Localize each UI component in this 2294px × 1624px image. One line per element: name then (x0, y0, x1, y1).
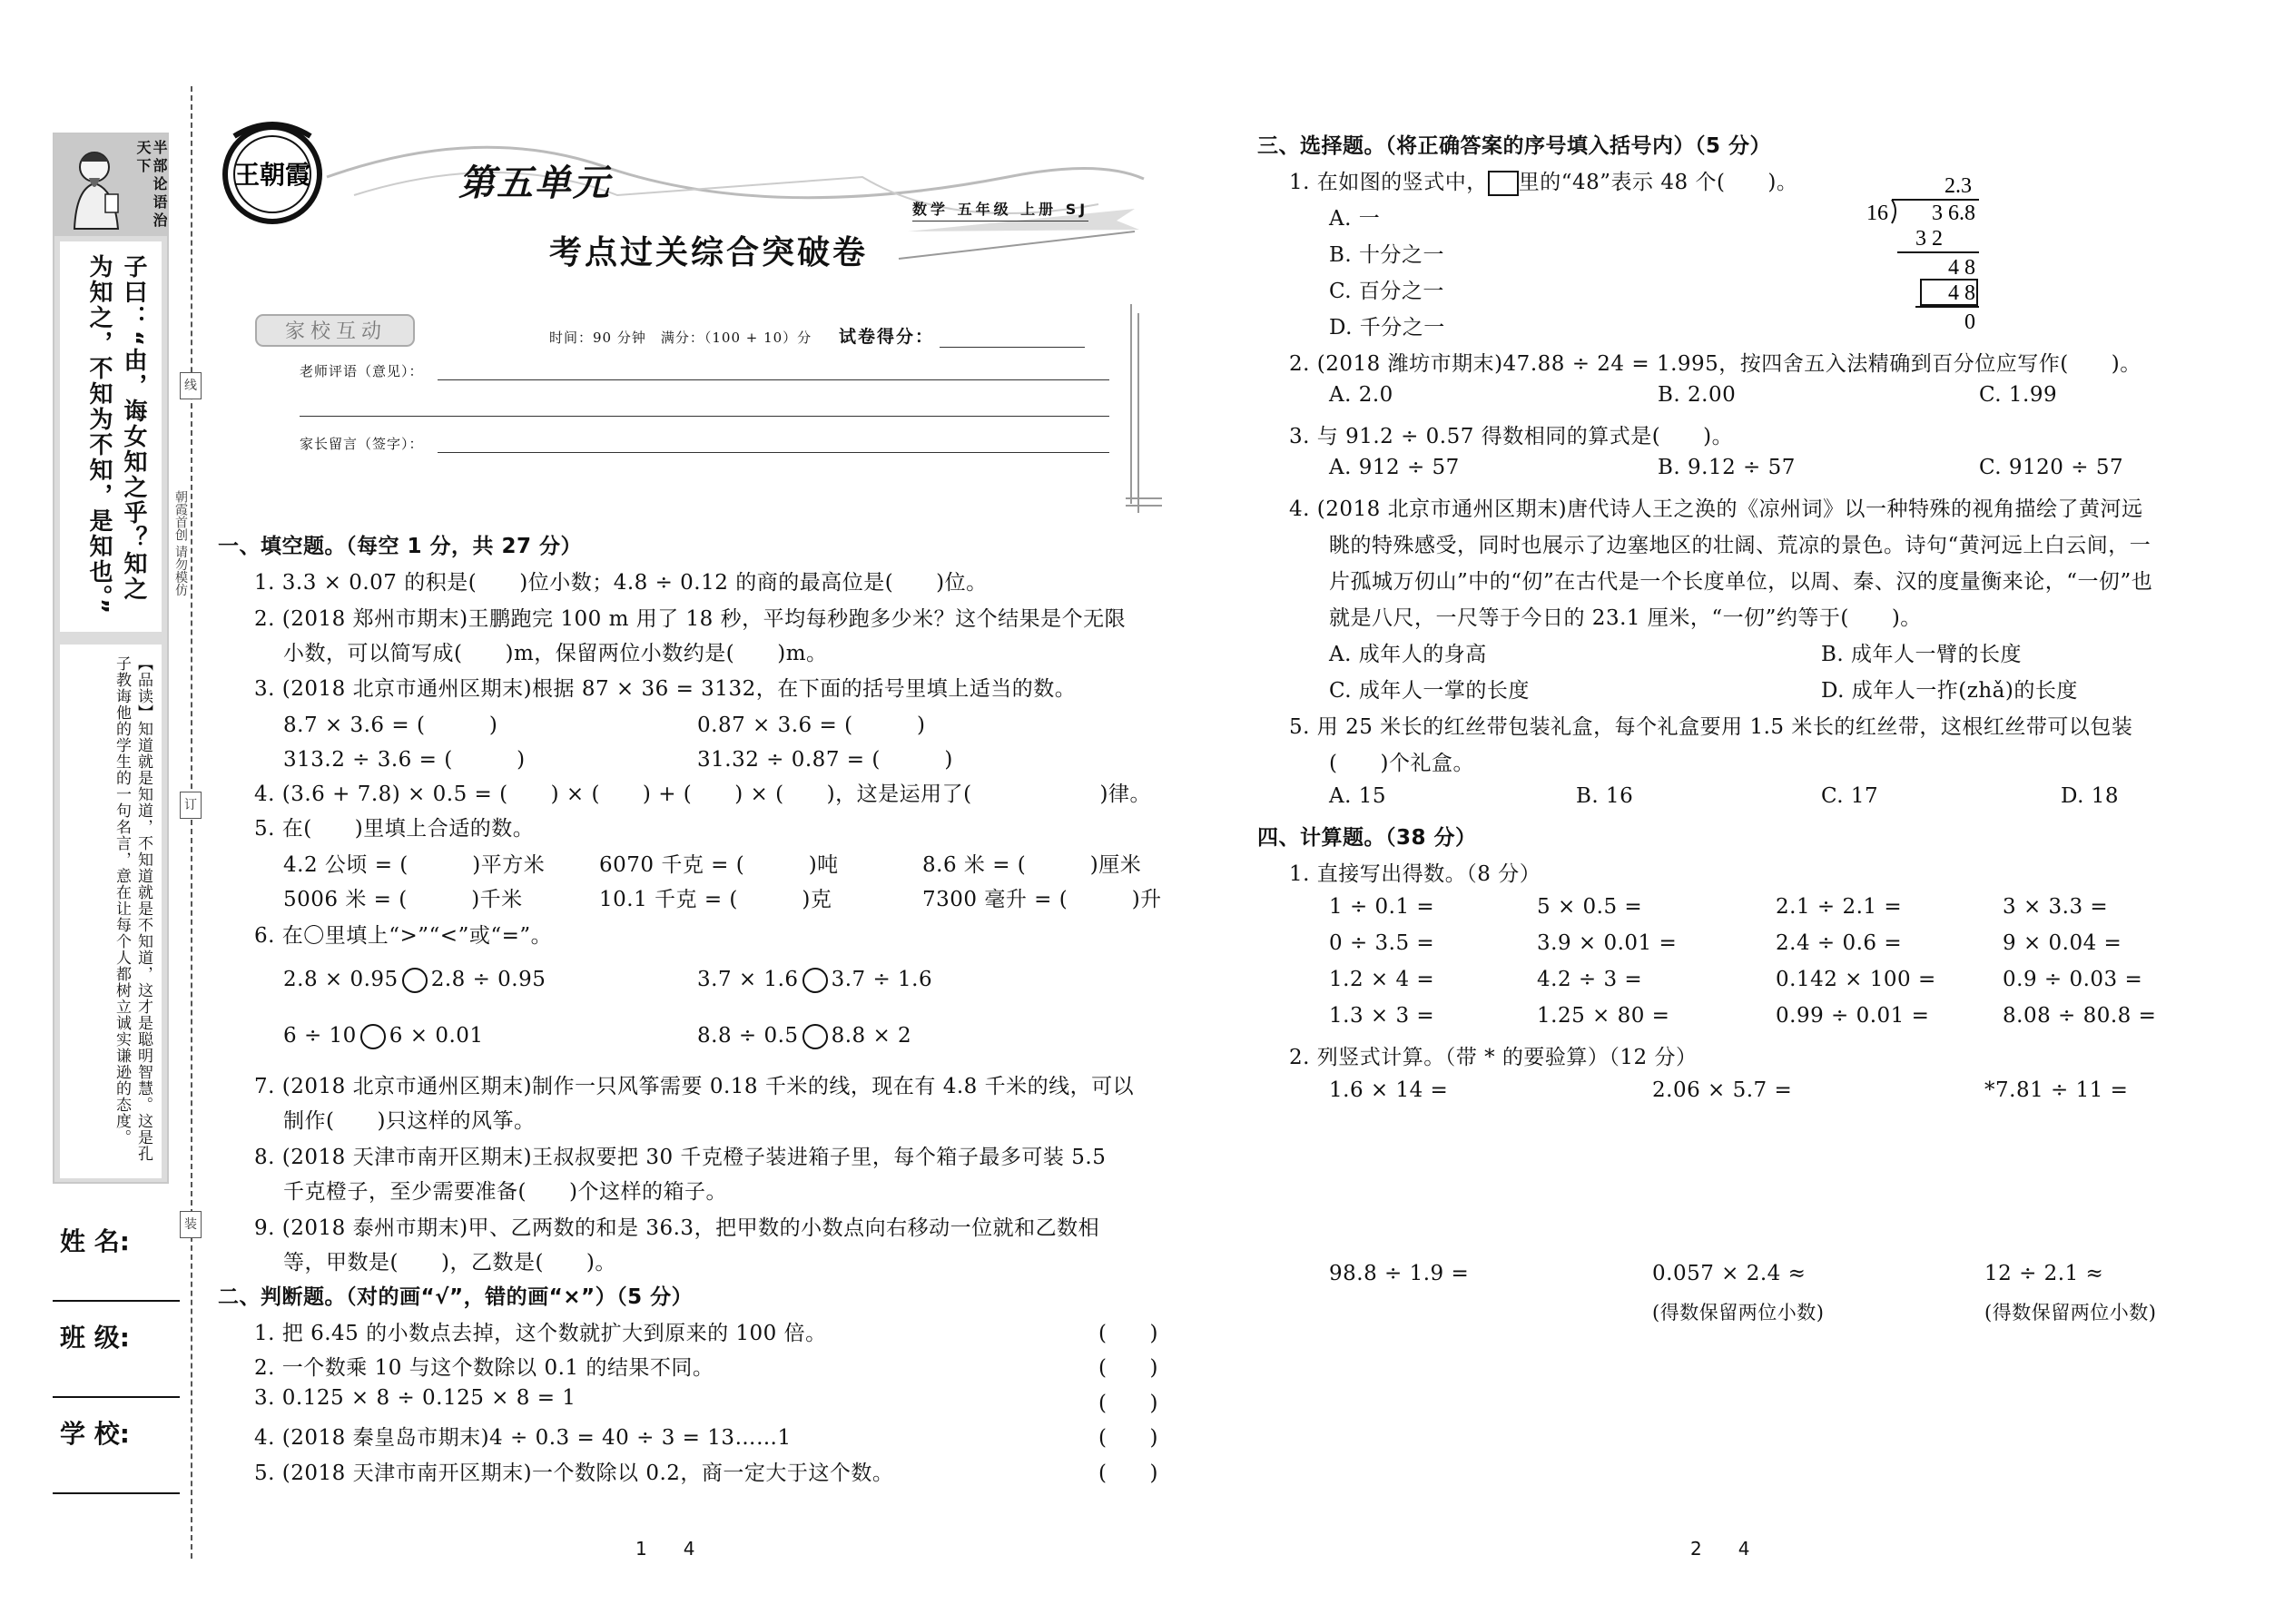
direct-calc-item: 9 × 0.04 = (2003, 931, 2122, 955)
calc-direct-heading: 1. 直接写出得数。（8 分） (1289, 862, 1541, 886)
choice-5b: ( )个礼盒。 (1329, 752, 1474, 775)
motto-heading: 半部论语治天下 (134, 140, 168, 231)
choice-5-option-a[interactable]: A. 15 (1329, 784, 1386, 808)
direct-calc-item: 0.9 ÷ 0.03 = (2003, 968, 2143, 991)
teacher-comment-line-2[interactable] (300, 416, 1109, 417)
compare-right: 8.8 × 2 (831, 1024, 912, 1048)
judge-2-answer[interactable]: ( ) (1098, 1356, 1158, 1380)
round-note: (得数保留两位小数) (1984, 1302, 2157, 1324)
class-field[interactable]: 班 级: (53, 1302, 180, 1398)
question-1-3d: 31.32 ÷ 0.87 = ( ) (697, 748, 953, 772)
compare-item-1 (283, 968, 546, 993)
question-1-5c: 8.6 米 = ( )厘米 (922, 853, 1142, 877)
direct-calc-item: 1.25 × 80 = (1537, 1004, 1670, 1028)
score-label: 试卷得分： (838, 327, 934, 347)
school-field[interactable]: 学 校: (53, 1398, 180, 1494)
choice-5-option-c[interactable]: C. 17 (1821, 784, 1879, 808)
student-info-fields (53, 1206, 180, 1494)
choice-5a: 5. 用 25 米长的红丝带包装礼盒，每个礼盒要用 1.5 米长的红丝带，这根红丝带可以包装 (1289, 715, 2133, 739)
brand-logo-icon (218, 118, 327, 227)
question-1-5f: 7300 毫升 = ( )升 (922, 888, 1162, 911)
question-1-5: 5. 在( )里填上合适的数。 (254, 817, 535, 841)
choice-4-option-b[interactable]: B. 成年人一臂的长度 (1821, 643, 2023, 666)
judge-4: 4. (2018 秦皇岛市期末)4 ÷ 0.3 = 40 ÷ 3 = 13……1 (254, 1426, 792, 1450)
frame-decoration (1126, 304, 1162, 522)
direct-calc-item: 0 ÷ 3.5 = (1329, 931, 1435, 955)
compare-circle[interactable] (802, 1024, 828, 1049)
direct-calc-item: 0.99 ÷ 0.01 = (1776, 1004, 1930, 1028)
judge-2: 2. 一个数乘 10 与这个数除以 0.1 的结果不同。 (254, 1356, 714, 1380)
vertical-calc-item: 0.057 × 2.4 ≈ (1652, 1262, 1807, 1285)
compare-item-4 (697, 1024, 911, 1049)
choice-5-option-b[interactable]: B. 16 (1576, 784, 1634, 808)
choice-4-option-c[interactable]: C. 成年人一掌的长度 (1329, 679, 1530, 703)
paper-title: 考点过关综合突破卷 (549, 233, 869, 271)
question-1-5b: 6070 千克 = ( )吨 (599, 853, 839, 877)
home-school-badge (254, 311, 418, 349)
confucius-illustration-icon (62, 142, 129, 231)
compare-right: 2.8 ÷ 0.95 (430, 968, 546, 991)
direct-calc-item: 1.3 × 3 = (1329, 1004, 1435, 1028)
round-note: (得数保留两位小数) (1652, 1302, 1825, 1324)
question-1-2a: 2. (2018 郑州市期末)王鹏跑完 100 m 用了 18 秒，平均每秒跑多少米？这个结果是个无限 (254, 607, 1127, 631)
question-1-8b: 千克橙子，至少需要准备( )个这样的箱子。 (283, 1180, 727, 1204)
direct-calc-item: 1 ÷ 0.1 = (1329, 895, 1435, 919)
choice-4-option-d[interactable]: D. 成年人一拃(zhǎ)的长度 (1821, 679, 2078, 703)
analects-quote: 子曰：“由，诲女知之乎？知之为知之，不知为不知，是知也。” (85, 254, 147, 616)
question-1-5e: 10.1 千克 = ( )克 (599, 888, 832, 911)
choice-4a: 4. (2018 北京市通州区期末)唐代诗人王之涣的《凉州词》以一种特殊的视角描绘了黄河远 (1289, 497, 2143, 521)
div-quotient: 2.3 (1944, 174, 1972, 198)
choice-1-option-d[interactable]: D. 千分之一 (1329, 316, 1445, 340)
question-1-3c: 313.2 ÷ 3.6 = ( ) (283, 748, 526, 772)
div-row-3: 4 8 (1948, 281, 1975, 305)
compare-right: 6 × 0.01 (389, 1024, 484, 1048)
direct-calc-item: 2.4 ÷ 0.6 = (1776, 931, 1903, 955)
judge-3-answer[interactable]: ( ) (1098, 1392, 1158, 1415)
judge-1: 1. 把 6.45 的小数点去掉，这个数就扩大到原来的 100 倍。 (254, 1322, 827, 1345)
vertical-calc-item: 2.06 × 5.7 = (1652, 1078, 1793, 1102)
series-tag: 数学 五年级 上册 SJ (912, 198, 1088, 221)
question-1-3a: 8.7 × 3.6 = ( ) (283, 714, 498, 737)
question-1-9b: 等，甲数是( )，乙数是( )。 (283, 1251, 616, 1275)
teacher-comment-line[interactable] (438, 379, 1109, 380)
question-1-2b: 小数，可以简写成( )m，保留两位小数约是( )m。 (283, 642, 828, 665)
gloss-panel (60, 645, 162, 1178)
question-1-8a: 8. (2018 天津市南开区期末)王叔叔要把 30 千克橙子装进箱子里，每个箱子最多可装 5.5 (254, 1146, 1107, 1169)
unit-title: 第五单元 (458, 162, 611, 204)
name-field[interactable]: 姓 名: (53, 1206, 180, 1302)
question-1-9a: 9. (2018 泰州市期末)甲、乙两数的和是 36.3，把甲数的小数点向右移动一位就和乙数相 (254, 1216, 1100, 1240)
direct-calc-item: 1.2 × 4 = (1329, 968, 1435, 991)
compare-left: 8.8 ÷ 0.5 (697, 1024, 799, 1048)
compare-circle[interactable] (402, 968, 428, 993)
compare-circle[interactable] (360, 1024, 386, 1049)
page-number-left: 1 4 (635, 1538, 695, 1560)
judge-3: 3. 0.125 × 8 ÷ 0.125 × 8 = 1 (254, 1386, 576, 1410)
direct-calc-item: 2.1 ÷ 2.1 = (1776, 895, 1903, 919)
choice-2: 2. (2018 潍坊市期末)47.88 ÷ 24 = 1.995，按四舍五入法精确到百分位应写作( )。 (1289, 352, 2141, 376)
judge-4-answer[interactable]: ( ) (1098, 1426, 1158, 1450)
choice-4b: 眺的特殊感受，同时也展示了边塞地区的壮阔、荒凉的景色。诗句“黄河远上白云间，一 (1329, 534, 2151, 557)
choice-1-suffix: 里的“48”表示 48 个( )。 (1518, 171, 1798, 194)
question-1-5d: 5006 米 = ( )千米 (283, 888, 523, 911)
div-divisor: 16 (1866, 202, 1888, 225)
choice-3-option-c[interactable]: C. 9120 ÷ 57 (1979, 456, 2124, 479)
vertical-calc-item: 1.6 × 14 = (1329, 1078, 1449, 1102)
compare-left: 6 ÷ 10 (283, 1024, 357, 1048)
direct-calc-item: 5 × 0.5 = (1537, 895, 1643, 919)
exam-meta (549, 323, 1085, 348)
section-fill-blank: 一、填空题。（每空 1 分，共 27 分） (218, 535, 583, 558)
quote-gloss: 【品读】知道就是知道，不知道就是不知道，这才是聪明智慧。这是孔子教诲他的学生的一句名言，意在让每个人都树立诚实谦逊的态度。 (113, 655, 153, 1162)
question-1-7b: 制作( )只这样的风筝。 (283, 1109, 536, 1133)
choice-2-option-a[interactable]: A. 2.0 (1329, 383, 1393, 407)
choice-1 (1289, 165, 1797, 196)
vertical-calc-item: *7.81 ÷ 11 = (1984, 1078, 2129, 1102)
blank-box (1488, 171, 1519, 196)
question-1-5a: 4.2 公顷 = ( )平方米 (283, 853, 546, 877)
div-row-2: 4 8 (1948, 256, 1975, 280)
choice-4d: 就是八尺，一尺等于今日的 23.1 厘米，“一仞”约等于( )。 (1329, 606, 1922, 630)
choice-1-option-a[interactable]: A. 一 (1329, 207, 1381, 231)
question-1-1: 1. 3.3 × 0.07 的积是( )位小数；4.8 ÷ 0.12 的商的最高位是( )位。 (254, 571, 988, 595)
long-division-figure (1852, 172, 2006, 336)
judge-5: 5. (2018 天津市南开区期末)一个数除以 0.2，商一定大于这个数。 (254, 1462, 894, 1485)
vertical-calc-item: 98.8 ÷ 1.9 = (1329, 1262, 1470, 1285)
question-1-7a: 7. (2018 北京市通州区期末)制作一只风筝需要 0.18 千米的线，现在有 4.8 千米的线，可以 (254, 1075, 1135, 1098)
question-1-3: 3. (2018 北京市通州区期末)根据 87 × 36 = 3132，在下面的括号里填上适当的数。 (254, 677, 1077, 701)
div-remainder: 0 (1964, 310, 1975, 334)
logo-text: 王朝霞 (233, 162, 311, 190)
section-calculation: 四、计算题。（38 分） (1257, 826, 1477, 850)
score-blank[interactable] (940, 331, 1085, 348)
cut-line (191, 86, 192, 1559)
question-1-3b: 0.87 × 3.6 = ( ) (697, 714, 926, 737)
judge-5-answer[interactable]: ( ) (1098, 1462, 1158, 1485)
direct-calc-item: 0.142 × 100 = (1776, 968, 1936, 991)
compare-circle[interactable] (802, 968, 828, 993)
compare-left: 2.8 × 0.95 (283, 968, 399, 991)
direct-calc-item: 8.08 ÷ 80.8 = (2003, 1004, 2157, 1028)
vertical-calc-item: 12 ÷ 2.1 ≈ (1984, 1262, 2104, 1285)
parent-comment-line[interactable] (438, 452, 1109, 453)
judge-1-answer[interactable]: ( ) (1098, 1322, 1158, 1345)
compare-right: 3.7 ÷ 1.6 (831, 968, 933, 991)
cut-mark-line: 线 (180, 372, 202, 399)
quote-panel (60, 241, 162, 632)
direct-calc-item: 3 × 3.3 = (2003, 895, 2109, 919)
page-number-right: 2 4 (1690, 1538, 1750, 1560)
calc-vertical-heading: 2. 列竖式计算。（带 * 的要验算）（12 分） (1289, 1046, 1698, 1069)
div-row-1: 3 2 (1915, 227, 1943, 251)
question-1-6: 6. 在〇里填上“>”“<”或“=”。 (254, 924, 553, 948)
div-dividend: 3 6.8 (1932, 202, 1975, 225)
choice-3: 3. 与 91.2 ÷ 0.57 得数相同的算式是( )。 (1289, 425, 1734, 448)
choice-4c: 片孤城万仞山”中的“仞”在古代是一个长度单位，以周、秦、汉的度量衡来论，“一仞”也 (1329, 570, 2153, 594)
sidebar-header (54, 134, 167, 236)
direct-calc-item: 3.9 × 0.01 = (1537, 931, 1678, 955)
compare-left: 3.7 × 1.6 (697, 968, 799, 991)
choice-2-option-c[interactable]: C. 1.99 (1979, 383, 2058, 407)
section-true-false: 二、判断题。（对的画“√”，错的画“×”）（5 分） (218, 1285, 694, 1309)
choice-3-option-a[interactable]: A. 912 ÷ 57 (1329, 456, 1460, 479)
compare-item-2 (697, 968, 932, 993)
sidebar-motto-box (53, 133, 169, 1184)
choice-4-option-a[interactable]: A. 成年人的身高 (1329, 643, 1487, 666)
choice-1-option-c[interactable]: C. 百分之一 (1329, 280, 1444, 303)
copyright-note: 朝霞首创 请勿模仿 (173, 490, 188, 596)
choice-2-option-b[interactable]: B. 2.00 (1658, 383, 1737, 407)
choice-1-option-b[interactable]: B. 十分之一 (1329, 243, 1445, 267)
question-1-4: 4. (3.6 + 7.8) × 0.5 = ( ) × ( ) + ( ) × ( )，这是运用了( )律。 (254, 782, 1152, 806)
teacher-comment-label: 老师评语（意见）： (300, 363, 424, 379)
choice-3-option-b[interactable]: B. 9.12 ÷ 57 (1658, 456, 1796, 479)
home-school-label: 家校互动 (284, 320, 388, 343)
section-multiple-choice: 三、选择题。（将正确答案的序号填入括号内）（5 分） (1257, 134, 1772, 158)
parent-comment-label: 家长留言（签字）： (300, 436, 424, 452)
exam-time-score: 时间：90 分钟 满分：（100 + 10）分 (549, 330, 812, 346)
choice-1-prefix: 1. 在如图的竖式中， (1289, 171, 1488, 194)
direct-calc-item: 4.2 ÷ 3 = (1537, 968, 1643, 991)
choice-5-option-d[interactable]: D. 18 (2061, 784, 2120, 808)
cut-mark-bind: 订 (180, 792, 202, 819)
compare-item-3 (283, 1024, 484, 1049)
cut-mark-staple: 装 (180, 1211, 202, 1238)
